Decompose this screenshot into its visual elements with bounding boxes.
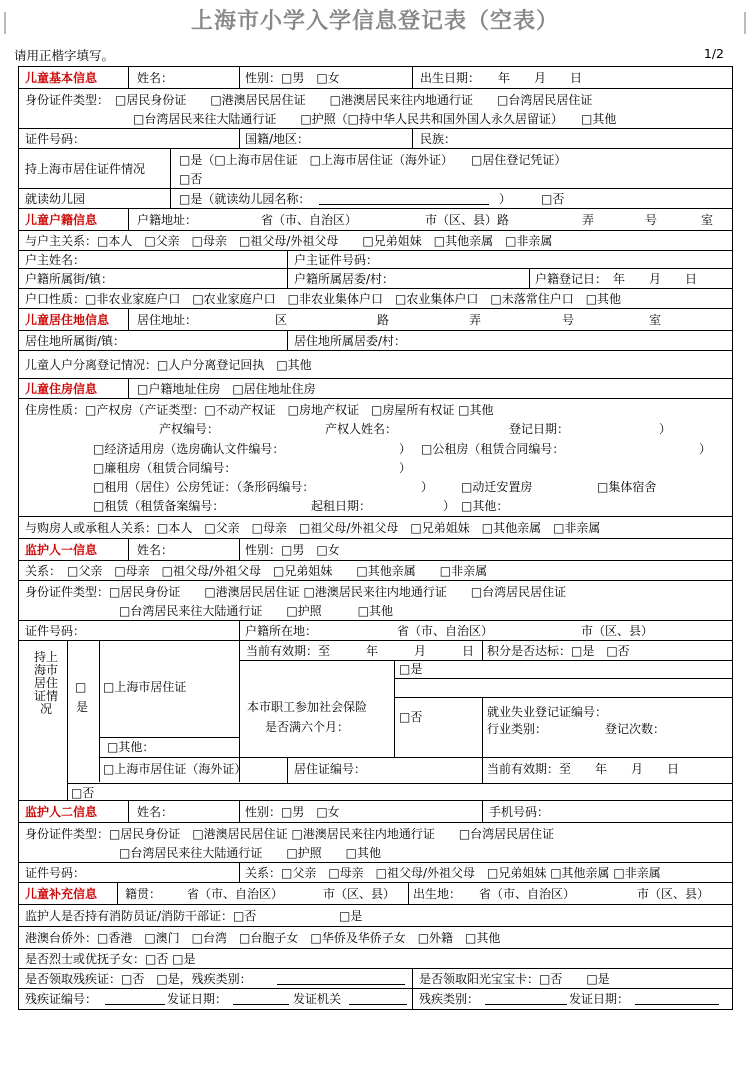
housing-type-dormitory[interactable]: □集体宿舍 xyxy=(597,480,657,494)
birthplace-city: 市（区、县） xyxy=(637,887,710,901)
page-number: 1/2 xyxy=(703,46,724,61)
registration-form xyxy=(18,66,733,1010)
paren-close: ） xyxy=(443,499,456,513)
row-firefighter xyxy=(19,905,732,927)
martyr-options[interactable]: 是否烈士或优抚子女：□否 □是 xyxy=(25,952,196,966)
row-overseas xyxy=(19,927,732,949)
label-guardian2-phone[interactable]: 手机号码： xyxy=(489,805,550,819)
housing-type-low-rent[interactable]: □廉租房（租赁合同编号： xyxy=(93,461,237,475)
insurance-no[interactable]: □否 xyxy=(399,710,423,724)
guardian1-relation-options[interactable]: 关系： □父亲 □母亲 □祖父母/外祖父母 □兄弟姐妹 □其他亲属 □非亲属 xyxy=(25,564,488,578)
label-kindergarten: 就读幼儿园 xyxy=(25,192,86,206)
section-child-basic: 儿童基本信息 xyxy=(25,71,98,85)
label-guardian1-name[interactable]: 姓名： xyxy=(137,543,174,557)
section-child-residence: 儿童居住地信息 xyxy=(25,313,110,327)
child-id-type-options[interactable]: 身份证件类型： □居民身份证 □港澳居民居住证 □港澳居民来往内地通行证 □台湾居民居住证 xyxy=(25,93,593,107)
row-housing-details xyxy=(19,399,732,517)
label-guardian1-id-number[interactable]: 证件号码： xyxy=(25,624,86,638)
guardian1-permit-other[interactable]: □其他： xyxy=(107,740,155,754)
overseas-options[interactable]: 港澳台侨外：□香港 □澳门 □台湾 □台胞子女 □华侨及华侨子女 □外籍 □其他 xyxy=(25,931,501,945)
guardian1-hukou-city: 市（区、县） xyxy=(581,624,654,638)
row-child-residence-permit xyxy=(19,149,732,189)
label-hukou-committee[interactable]: 户籍所属居委/村： xyxy=(294,272,395,286)
kindergarten-close-paren: ） xyxy=(499,192,512,206)
label-permit-number[interactable]: 居住证编号： xyxy=(294,762,367,776)
row-disability-detail xyxy=(19,989,732,1009)
row-child-supplement xyxy=(19,883,732,905)
buyer-relation-options[interactable]: 与购房人或承租人关系：□本人 □父亲 □母亲 □祖父母/外祖父母 □兄弟姐妹 □其他亲属 □非亲属 xyxy=(25,521,601,535)
kindergarten-yes[interactable]: □是（就读幼儿园名称： xyxy=(179,192,311,206)
guardian1-permit-validity-2[interactable]: 当前有效期：至 年 月 日 xyxy=(487,762,680,776)
label-residence-address[interactable]: 居住地址： xyxy=(137,313,198,327)
row-guardian2 xyxy=(19,801,732,823)
section-guardian1: 监护人一信息 xyxy=(25,543,98,557)
label-guardian2-id-number[interactable]: 证件号码： xyxy=(25,866,86,880)
label-child-birthdate[interactable]: 出生日期： 年 月 日 xyxy=(420,71,583,85)
residence-lane: 弄 xyxy=(469,313,482,327)
row-child-id-type xyxy=(19,89,732,129)
label-disability-issue-date[interactable]: 发证日期： xyxy=(167,992,228,1006)
residence-permit-yes-options[interactable]: □是（□上海市居住证 □上海市居住证（海外证） □居住登记凭证） xyxy=(179,153,567,167)
label-hukou-date[interactable]: 户籍登记日： 年 月 日 xyxy=(535,272,698,286)
row-child-hukou xyxy=(19,209,732,231)
guardian1-hukou-province: 省（市、自治区） xyxy=(397,624,494,638)
hukou-city-road: 市（区、县）路 xyxy=(425,213,510,227)
residence-district: 区 xyxy=(275,313,288,327)
label-property-owner[interactable]: 产权人姓名： xyxy=(325,422,398,436)
label-card-issue-date[interactable]: 发证日期： xyxy=(569,992,630,1006)
label-guardian2-name[interactable]: 姓名： xyxy=(137,805,174,819)
label-child-name[interactable]: 姓名： xyxy=(137,71,174,85)
kindergarten-no[interactable]: □否 xyxy=(541,192,565,206)
row-child-residence xyxy=(19,309,732,331)
paren-close: ） xyxy=(399,461,412,475)
guardian1-permit-shanghai[interactable]: □上海市居住证 xyxy=(103,680,187,694)
firefighter-no[interactable]: 监护人是否持有消防员证/消防干部证：□否 xyxy=(25,909,257,923)
label-guardian1-gender[interactable]: 性别：□男 □女 xyxy=(245,543,340,557)
housing-type-lease[interactable]: □租赁（租赁备案编号： xyxy=(93,499,225,513)
hukou-province: 省（市、自治区） xyxy=(261,213,358,227)
label-residence-street[interactable]: 居住地所属街/镇： xyxy=(25,334,126,348)
residence-road: 路 xyxy=(377,313,390,327)
paren-close: ） xyxy=(399,442,412,456)
label-hukou-street[interactable]: 户籍所属街/镇： xyxy=(25,272,114,286)
guardian1-permit-yes-box[interactable]: □ xyxy=(75,680,87,694)
firefighter-yes[interactable]: □是 xyxy=(339,909,363,923)
label-disability-type[interactable]: 残疾类别： xyxy=(419,992,480,1006)
housing-type-affordable[interactable]: □经济适用房（选房确认文件编号： xyxy=(93,442,285,456)
insurance-yes[interactable]: □是 xyxy=(399,662,423,676)
guardian1-id-type-options[interactable]: 身份证件类型：□居民身份证 □港澳居民居住证 □港澳居民来往内地通行证 □台湾居民居住证 xyxy=(25,585,567,599)
guardian1-id-type-options-2[interactable]: □台湾居民来往大陆通行证 □护照 □其他 xyxy=(119,604,394,618)
row-head-info xyxy=(19,251,732,269)
label-lease-start[interactable]: 起租日期： xyxy=(311,499,372,513)
label-native-place[interactable]: 籍贯： xyxy=(125,887,162,901)
residence-permit-no[interactable]: □否 xyxy=(179,172,203,186)
row-guardian2-id-number xyxy=(19,863,732,883)
row-buyer-relation xyxy=(19,517,732,539)
guardian1-permit-no[interactable]: □否 xyxy=(71,786,95,800)
label-register-date[interactable]: 登记日期： xyxy=(509,422,570,436)
row-hukou-street xyxy=(19,269,732,289)
label-child-id-number[interactable]: 证件号码： xyxy=(25,132,86,146)
birthplace-province: 省（市、自治区） xyxy=(479,887,576,901)
housing-type-public-housing[interactable]: □租用（居住）公房凭证：（条形码编号： xyxy=(93,480,315,494)
label-employment-cert[interactable]: 就业失业登记证编号： xyxy=(487,705,608,719)
label-child-gender[interactable]: 性别：□男 □女 xyxy=(245,71,340,85)
residence-room: 室 xyxy=(649,313,662,327)
paren-close: ） xyxy=(699,442,712,456)
row-guardian1-id-number xyxy=(19,621,732,641)
row-child-id-number xyxy=(19,129,732,149)
row-disability xyxy=(19,969,732,989)
native-city: 市（区、县） xyxy=(323,887,396,901)
housing-type-other[interactable]: □其他： xyxy=(461,499,509,513)
guardian1-permit-overseas[interactable]: □上海市居住证（海外证） xyxy=(103,762,247,776)
section-guardian2: 监护人二信息 xyxy=(25,805,98,819)
label-residence-permit: 持上海市居住证件情况 xyxy=(25,162,146,176)
label-disability-issuer[interactable]: 发证机关 xyxy=(293,992,342,1006)
head-relation-options[interactable]: 与户主关系：□本人 □父亲 □母亲 □祖父母/外祖父母 □兄弟姐妹 □其他亲属 □非亲属 xyxy=(25,234,553,248)
housing-address-options[interactable]: □户籍地址住房 □居住地址住房 xyxy=(137,382,316,396)
row-martyr xyxy=(19,949,732,969)
hukou-lane: 弄 xyxy=(582,213,595,227)
row-child-housing xyxy=(19,379,732,399)
hukou-type-options[interactable]: 户口性质：□非农业家庭户口 □农业家庭户口 □非农业集体户口 □农业集体户口 □未落常住户口 □其他 xyxy=(25,292,622,306)
label-child-ethnicity[interactable]: 民族： xyxy=(420,132,457,146)
label-property-number[interactable]: 产权编号： xyxy=(159,422,220,436)
guardian1-permit-validity[interactable]: 当前有效期：至 年 月 日 xyxy=(246,644,475,658)
label-disability-number[interactable]: 残疾证编号： xyxy=(25,992,98,1006)
row-residence-street xyxy=(19,331,732,351)
row-separation xyxy=(19,351,732,379)
housing-type-relocation[interactable]: □动迁安置房 xyxy=(461,480,533,494)
guardian1-points-qualified[interactable]: 积分是否达标：□是 □否 xyxy=(487,644,630,658)
row-guardian2-id-type xyxy=(19,823,732,863)
label-birthplace[interactable]: 出生地： xyxy=(413,887,462,901)
section-child-hukou: 儿童户籍信息 xyxy=(25,213,98,227)
instruction-text: 请用正楷字填写。 xyxy=(14,48,115,63)
section-child-supplement: 儿童补充信息 xyxy=(25,887,98,901)
row-guardian1-id-type xyxy=(19,581,732,621)
row-kindergarten xyxy=(19,189,732,209)
label-industry[interactable]: 行业类别： xyxy=(487,722,548,736)
row-guardian1-residence xyxy=(19,641,732,801)
row-hukou-type xyxy=(19,289,732,309)
row-guardian1-relation xyxy=(19,561,732,581)
disability-cert-options[interactable]: 是否领取残疾证：□否 □是，残疾类别： xyxy=(25,972,252,986)
paren-close: ） xyxy=(659,422,672,436)
row-child-basic xyxy=(19,67,732,89)
hukou-number: 号 xyxy=(645,213,658,227)
guardian1-permit-yes-label: 是 xyxy=(76,700,89,714)
label-insurance-2: 是否满六个月： xyxy=(265,720,350,734)
hukou-room: 室 xyxy=(701,213,714,227)
separation-options[interactable]: 儿童人户分离登记情况：□人户分离登记回执 □其他 xyxy=(25,358,312,372)
page-title: 上海市小学入学信息登记表（空表） xyxy=(190,9,559,34)
label-residence-committee[interactable]: 居住地所属居委/村： xyxy=(294,334,407,348)
label-guardian1-hukou[interactable]: 户籍所在地： xyxy=(245,624,318,638)
label-head-id[interactable]: 户主证件号码： xyxy=(294,253,379,267)
guardian2-id-type-options[interactable]: 身份证件类型：□居民身份证 □港澳居民居住证 □港澳居民来往内地通行证 □台湾居民居住证 xyxy=(25,827,555,841)
label-insurance-1: 本市职工参加社会保险 xyxy=(247,700,368,714)
row-head-relation xyxy=(19,231,732,251)
residence-number: 号 xyxy=(562,313,575,327)
label-residence-status-vertical: 持上海市居住证情况 xyxy=(33,650,58,716)
sunshine-card-options[interactable]: 是否领取阳光宝宝卡：□否 □是 xyxy=(419,972,610,986)
label-hukou-address[interactable]: 户籍地址： xyxy=(137,213,198,227)
label-child-nationality[interactable]: 国籍/地区： xyxy=(245,132,310,146)
guardian2-id-type-options-2[interactable]: □台湾居民来往大陆通行证 □护照 □其他 xyxy=(119,846,382,860)
label-head-name[interactable]: 户主姓名： xyxy=(25,253,86,267)
housing-type-property[interactable]: 住房性质：□产权房（产证类型：□不动产权证 □房地产权证 □房屋所有权证 □其他 xyxy=(25,403,494,417)
native-province: 省（市、自治区） xyxy=(187,887,284,901)
child-id-type-options-2[interactable]: □台湾居民来往大陆通行证 □护照（□持中华人民共和国外国人永久居留证） □其他 xyxy=(133,112,617,126)
housing-type-public-rental[interactable]: □公租房（租赁合同编号： xyxy=(421,442,565,456)
label-register-times[interactable]: 登记次数： xyxy=(605,722,666,736)
paren-close: ） xyxy=(421,480,434,494)
row-guardian1 xyxy=(19,539,732,561)
label-guardian2-gender[interactable]: 性别：□男 □女 xyxy=(245,805,340,819)
guardian2-relation-options[interactable]: 关系：□父亲 □母亲 □祖父母/外祖父母 □兄弟姐妹 □其他亲属 □非亲属 xyxy=(245,866,661,880)
section-child-housing: 儿童住房信息 xyxy=(25,382,98,396)
